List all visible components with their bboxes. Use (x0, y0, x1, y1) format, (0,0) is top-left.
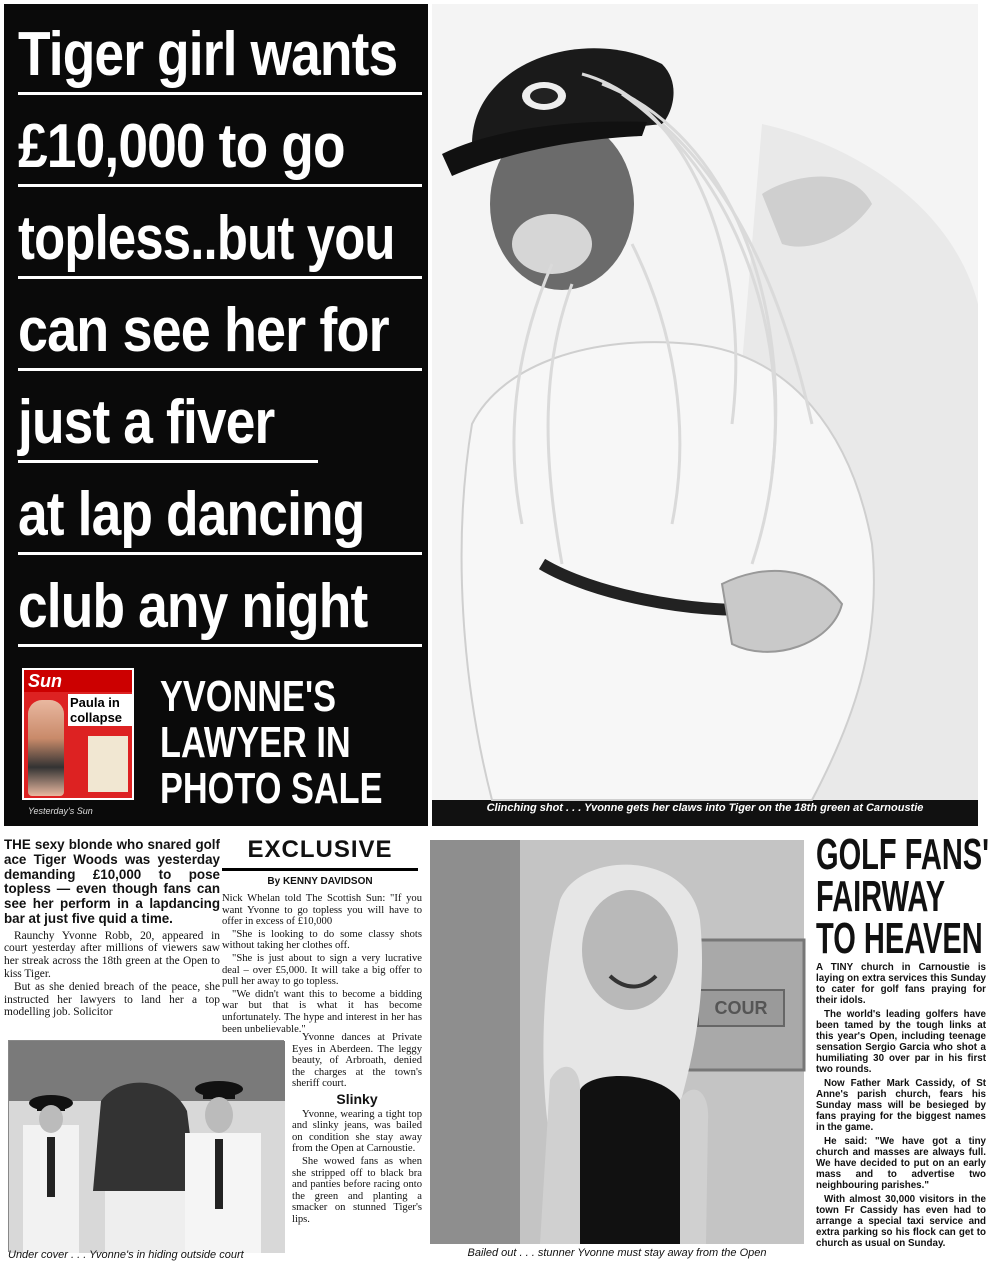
byline: By KENNY DAVIDSON (267, 876, 373, 887)
sub-headline-line: YVONNE'S (160, 672, 336, 721)
headline-text: just a fiver (18, 388, 275, 457)
headline-text: can see her for (18, 296, 389, 365)
headline-text: at lap dancing (18, 480, 365, 549)
thumbnail-inset (88, 736, 128, 792)
thumbnail-figure (28, 700, 64, 796)
article-column-1 (4, 838, 220, 1020)
article-paragraph: Yvonne dances at Private Eyes in Aberdeen. The leggy beauty, of Arbroath, denied the charges at the town's sheriff court. (292, 1032, 422, 1090)
sidebar-headline-line: GOLF FANS' (816, 830, 989, 879)
sidebar-paragraph: A TINY church in Carnoustie is laying on extra services this Sunday to cater for golf fans praying for their idols. (816, 962, 986, 1006)
headline-text: £10,000 to go (18, 112, 345, 181)
headline-line (18, 374, 318, 463)
headline-line (18, 558, 422, 647)
sidebar-paragraph: The world's leading golfers have been tamed by the tough links at this year's Open, including teenage sensation Sergio Garcia who shot a humiliating 30 over par in his first two rounds. (816, 1009, 986, 1075)
sub-headline-line: LAWYER IN (160, 718, 351, 767)
sidebar-headline (816, 830, 989, 963)
court-sign-text: COUR (714, 998, 768, 1018)
sidebar-headline-line: FAIRWAY (816, 872, 946, 921)
headline-text: Tiger girl wants (18, 20, 398, 89)
headline-line (18, 6, 422, 95)
article-lead: THE sexy blonde who snared golf ace Tiger Woods was yesterday demanding £10,000 to pose topless — even though fans can see her perform in a lapdancing bar at just five quid a time. (4, 837, 220, 926)
article-paragraph: She wowed fans as when she stripped off to black bra and panties before racing onto the green and planting a smacker on stunned Tiger's lips. (292, 1155, 422, 1225)
article-column-2b (292, 1032, 422, 1227)
sidebar-body (816, 962, 986, 1252)
court-photo-caption: Under cover . . . Yvonne's in hiding outside court (8, 1249, 244, 1261)
article-column-2 (222, 893, 422, 1036)
second-photo (430, 840, 804, 1244)
headline-text: club any night (18, 572, 368, 641)
court-photo (8, 1040, 284, 1252)
second-photo-caption: Bailed out . . . stunner Yvonne must stay away from the Open (467, 1247, 767, 1259)
sidebar-headline-line: TO HEAVEN (816, 914, 983, 963)
headline-line (18, 190, 422, 279)
front-page-thumbnail (22, 668, 134, 800)
main-photo-caption: Clinching shot . . . Yvonne gets her claws into Tiger on the 18th green at Carnoustie (486, 802, 924, 814)
thumbnail-masthead: Sun (24, 670, 132, 692)
headline-line (18, 466, 422, 555)
thumbnail-caption: Yesterday's Sun (28, 806, 93, 816)
exclusive-kicker: EXCLUSIVE (222, 836, 418, 871)
sidebar-paragraph: Now Father Mark Cassidy, of St Anne's parish church, fears his Sunday mass will be besieged by fans praying for the biggest names in the game. (816, 1078, 986, 1133)
headline-line (18, 282, 422, 371)
article-paragraph: Raunchy Yvonne Robb, 20, appeared in court yesterday after millions of viewers saw her streak across the 18th green at the Open to kiss Tiger. (4, 929, 220, 980)
sub-headline (160, 674, 420, 812)
article-paragraph: Yvonne, wearing a tight top and slinky jeans, was bailed on condition she stay away from the Open at Carnoustie. (292, 1108, 422, 1155)
main-photo-image (432, 4, 978, 814)
article-paragraph: "We didn't want this to become a bidding war but that is what it has become unfortunately. The hype and interest in her has been unbelievable." (222, 988, 422, 1035)
article-paragraph: "She is just about to sign a very lucrative deal – over £5,000. It will take a big offer to pull her away to go topless. (222, 952, 422, 988)
headline-text: topless..but you (18, 204, 395, 273)
article-paragraph: Nick Whelan told The Scottish Sun: "If you want Yvonne to go topless you will have to offer in excess of £10,000 (222, 893, 422, 928)
sidebar-paragraph: With almost 30,000 visitors in the town Fr Cassidy has even had to arrange a special taxi service and extra parking so his flock can get to church as usual on Sunday. (816, 1194, 986, 1249)
article-paragraph: But as she denied breach of the peace, she instructed her lawyers to land her a top modelling job. Solicitor (4, 981, 220, 1019)
article-subhead: Slinky (336, 1090, 378, 1107)
main-photo (432, 4, 978, 826)
headline-line (18, 98, 422, 187)
article-paragraph: "She is looking to do some classy shots without taking her clothes off. (222, 928, 422, 952)
thumbnail-headline: Paula in collapse (68, 694, 132, 726)
sub-headline-line: PHOTO SALE (160, 764, 383, 813)
sidebar-paragraph: He said: "We have got a tiny church and masses are always full. We have decided to put on an early mass and to advertise two neighbouring parishes." (816, 1136, 986, 1191)
